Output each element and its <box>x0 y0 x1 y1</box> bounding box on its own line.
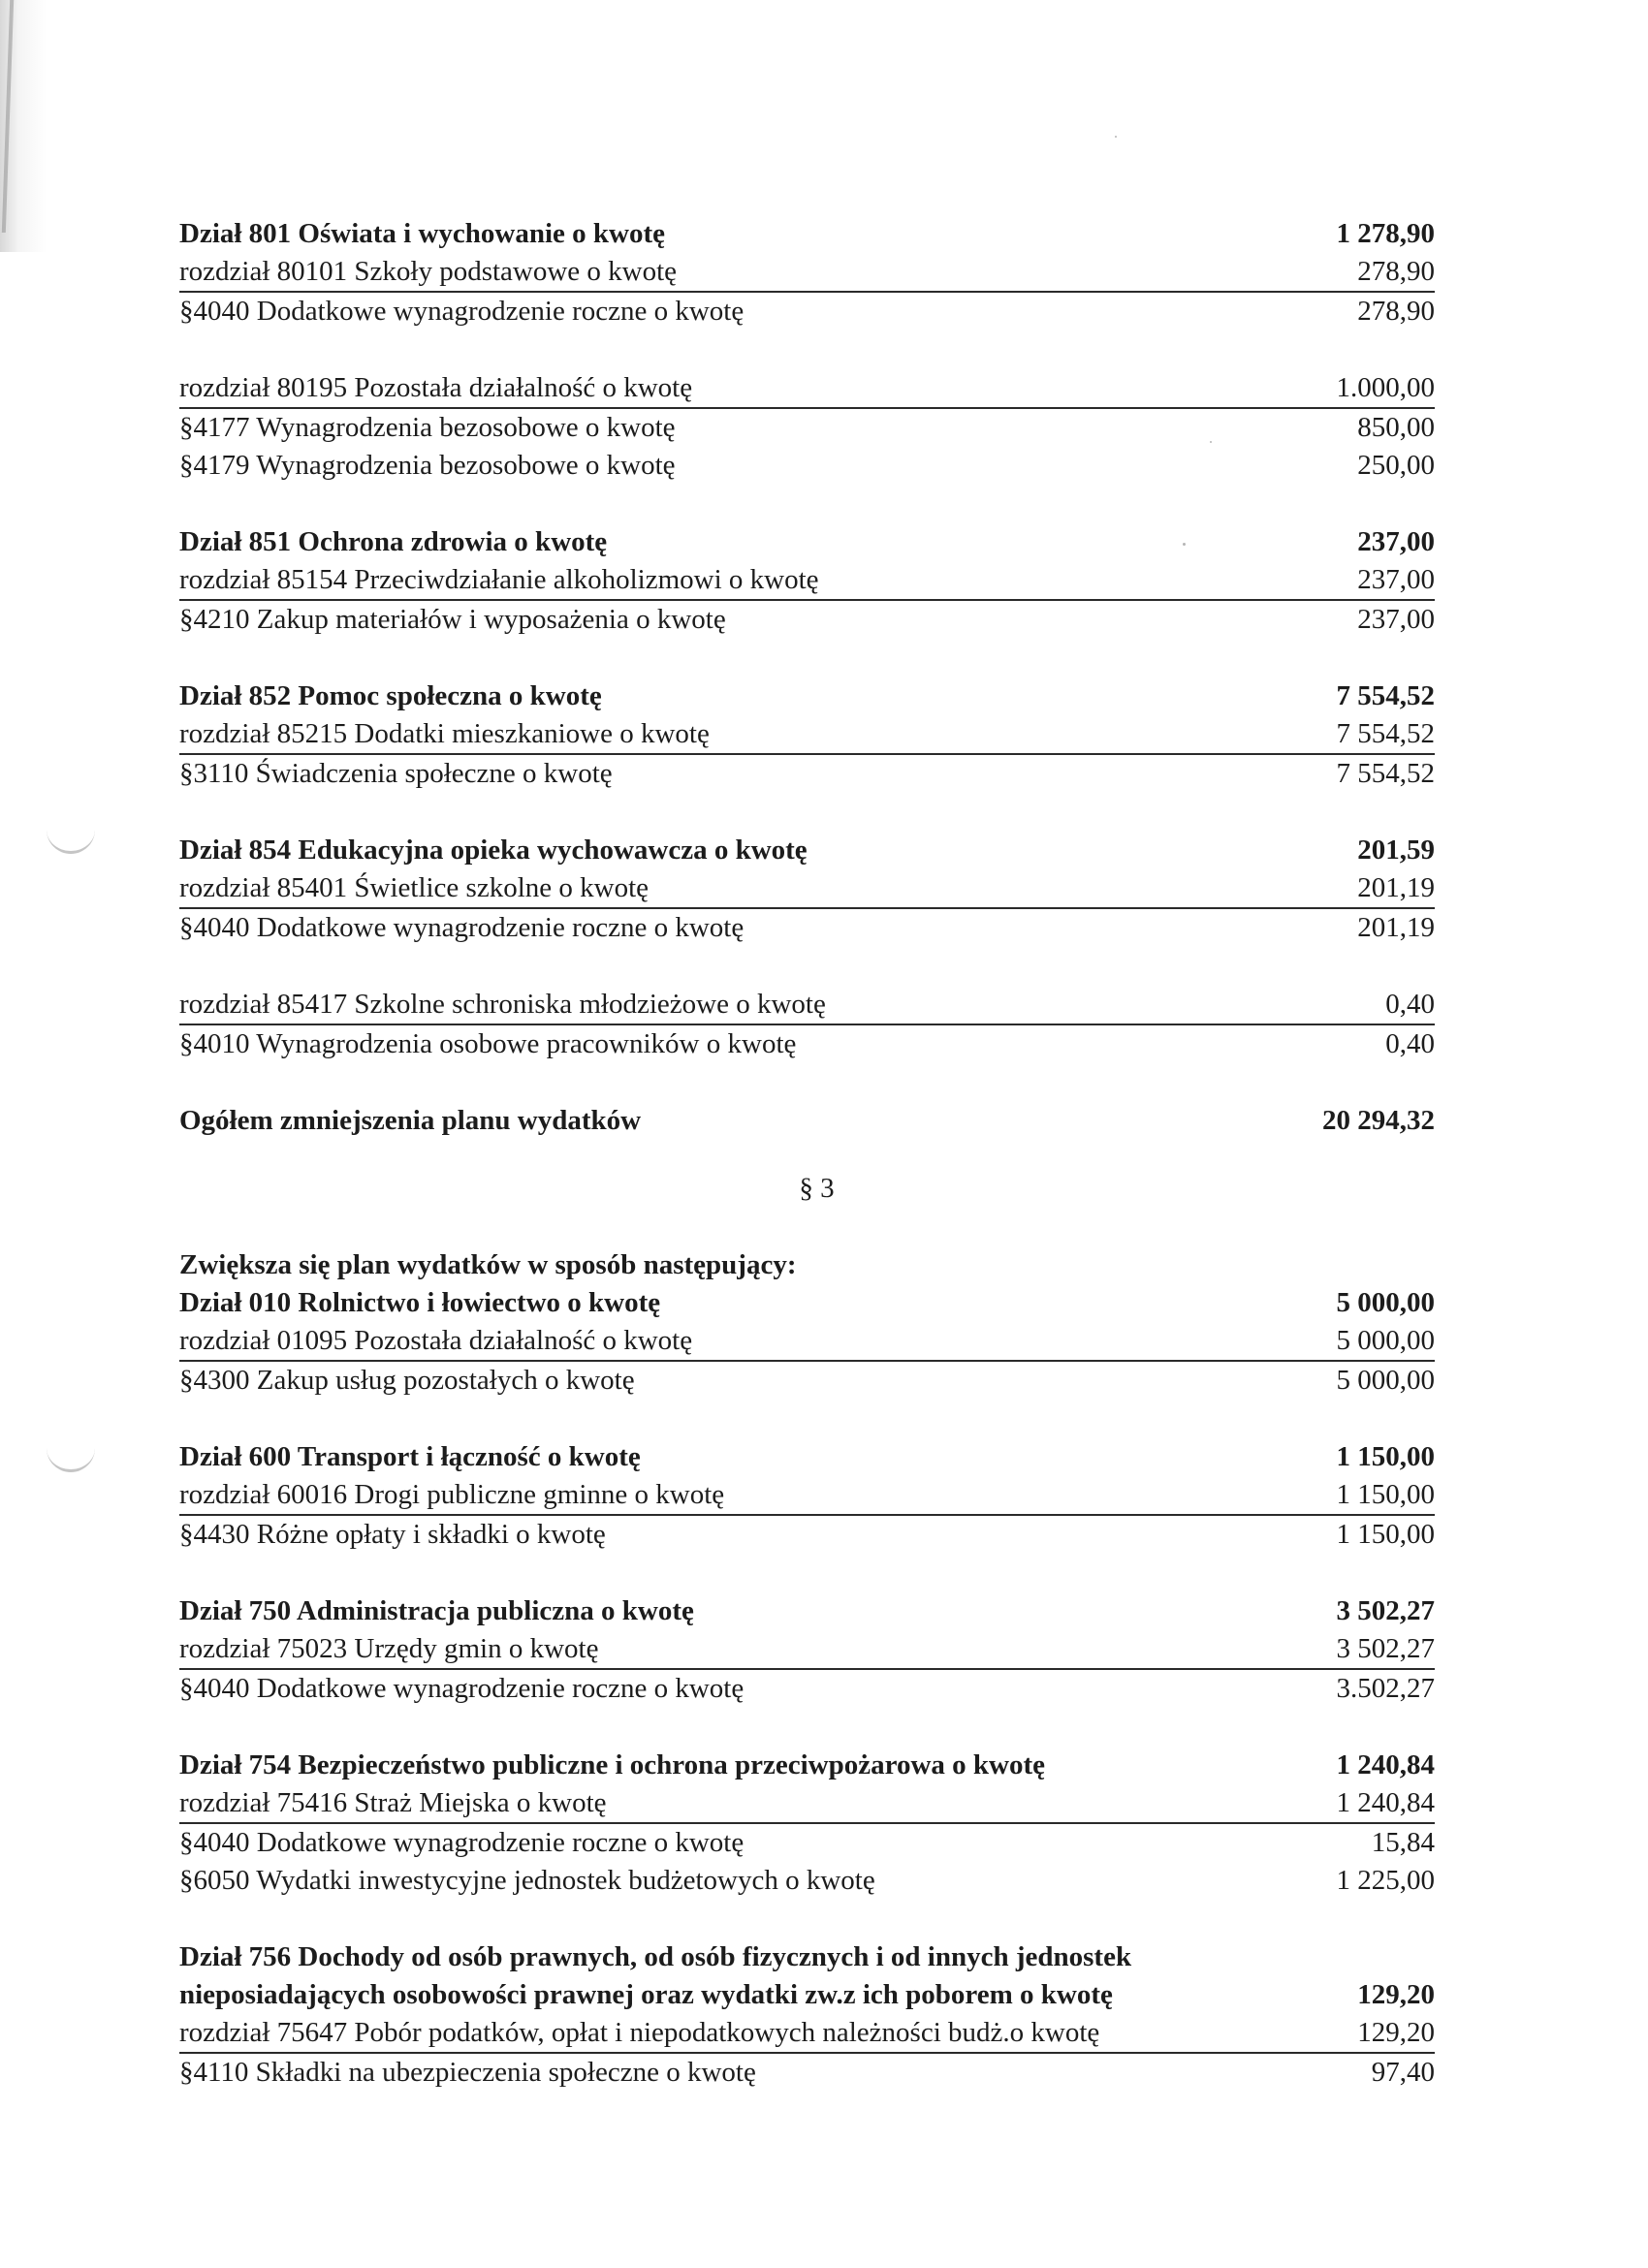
rozdzial-row-amount: 5 000,00 <box>1336 1325 1435 1356</box>
punch-hole-mark <box>47 830 95 854</box>
paragraf-row-amount: 0,40 <box>1385 1028 1435 1059</box>
rozdzial-row-label: rozdział 85215 Dodatki mieszkaniowe o kwotę <box>179 718 710 749</box>
punch-hole-mark <box>47 1448 95 1472</box>
rozdzial-row-amount: 7 554,52 <box>1336 718 1435 749</box>
dzial-row-amount: 237,00 <box>1357 526 1435 557</box>
rozdzial-row-label: rozdział 85401 Świetlice szkolne o kwotę <box>179 872 650 903</box>
rozdzial-row-amount: 201,19 <box>1357 872 1435 903</box>
rozdzial-row-amount: 129,20 <box>1357 2017 1435 2048</box>
paragraf-row-label: §4177 Wynagrodzenia bezosobowe o kwotę <box>179 412 676 443</box>
dzial-row-label: nieposiadających osobowości prawnej oraz wydatki zw.z ich poborem o kwotę <box>179 1979 1113 2010</box>
dzial-row-label: Dział 852 Pomoc społeczna o kwotę <box>179 680 602 711</box>
total-decreases-row-label: Ogółem zmniejszenia planu wydatków <box>179 1105 642 1136</box>
rozdzial-row <box>179 1322 1435 1362</box>
dzial-row-label: Dział 600 Transport i łączność o kwotę <box>179 1441 641 1472</box>
rozdzial-row-amount: 278,90 <box>1357 256 1435 287</box>
paragraf-row <box>179 1516 1435 1554</box>
rozdzial-row-amount: 237,00 <box>1357 564 1435 595</box>
paragraf-row-amount: 237,00 <box>1357 604 1435 635</box>
paragraf-row <box>179 1862 1435 1900</box>
dzial-row-amount: 129,20 <box>1357 1979 1435 2010</box>
rozdzial-row-label: rozdział 80101 Szkoły podstawowe o kwotę <box>179 256 678 287</box>
section-mark: § 3 <box>799 1173 835 1204</box>
paragraf-row-label: §4010 Wynagrodzenia osobowe pracowników o kwotę <box>179 1028 797 1059</box>
rozdzial-row-label: rozdział 75416 Straż Miejska o kwotę <box>179 1787 607 1818</box>
rozdzial-row-label: rozdział 85417 Szkolne schroniska młodzieżowe o kwotę <box>179 989 826 1020</box>
dzial-row-amount: 1 278,90 <box>1336 218 1435 249</box>
rozdzial-row <box>179 1476 1435 1516</box>
dzial-row <box>179 1592 1435 1630</box>
paragraf-row-label: §4040 Dodatkowe wynagrodzenie roczne o kwotę <box>179 912 745 943</box>
dzial-group <box>179 523 1435 639</box>
total-decreases-row-amount: 20 294,32 <box>1322 1105 1435 1136</box>
paragraf-row-amount: 250,00 <box>1357 450 1435 481</box>
paragraf-row-amount: 3.502,27 <box>1336 1673 1435 1704</box>
dzial-row <box>179 1438 1435 1476</box>
dzial-row-amount: 201,59 <box>1357 835 1435 866</box>
spacer <box>179 1708 1435 1747</box>
paragraf-row-amount: 97,40 <box>1371 2057 1435 2088</box>
paragraf-row-label: §4040 Dodatkowe wynagrodzenie roczne o kwotę <box>179 1673 745 1704</box>
rozdzial-row-label: rozdział 01095 Pozostała działalność o kwotę <box>179 1325 693 1356</box>
rozdzial-row <box>179 2014 1435 2054</box>
paragraf-row-label: §4300 Zakup usług pozostałych o kwotę <box>179 1365 635 1396</box>
dzial-row-amount: 1 150,00 <box>1336 1441 1435 1472</box>
paragraf-row-amount: 7 554,52 <box>1336 758 1435 789</box>
spacer <box>179 639 1435 677</box>
paragraf-row-label: §4179 Wynagrodzenia bezosobowe o kwotę <box>179 450 676 481</box>
dzial-row-label: Dział 750 Administracja publiczna o kwotę <box>179 1595 694 1626</box>
rozdzial-row-label: rozdział 75647 Pobór podatków, opłat i niepodatkowych należności budż.o kwotę <box>179 2017 1100 2048</box>
dzial-row-label: Dział 754 Bezpieczeństwo publiczne i ochrona przeciwpożarowa o kwotę <box>179 1749 1045 1780</box>
dzial-row <box>179 1747 1435 1784</box>
spacer <box>179 1554 1435 1592</box>
dzial-row-label: Dział 010 Rolnictwo i łowiectwo o kwotę <box>179 1287 661 1318</box>
dzial-group <box>179 1438 1435 1554</box>
rozdzial-row <box>179 869 1435 909</box>
dzial-row <box>179 1976 1435 2014</box>
paragraf-row-label: §4040 Dodatkowe wynagrodzenie roczne o kwotę <box>179 296 745 327</box>
paragraf-row <box>179 1824 1435 1862</box>
dzial-group <box>179 215 1435 485</box>
dzial-row-label: Dział 851 Ochrona zdrowia o kwotę <box>179 526 608 557</box>
paragraf-row <box>179 447 1435 485</box>
dzial-row <box>179 832 1435 869</box>
dzial-group <box>179 1747 1435 1900</box>
paragraf-row-label: §4430 Różne opłaty i składki o kwotę <box>179 1519 606 1550</box>
paragraf-row <box>179 293 1435 331</box>
rozdzial-row <box>179 986 1435 1025</box>
paragraf-row-label: §3110 Świadczenia społeczne o kwotę <box>179 758 613 789</box>
dzial-row-label: Dział 854 Edukacyjna opieka wychowawcza o kwotę <box>179 835 808 866</box>
rozdzial-row <box>179 715 1435 755</box>
paragraf-row-amount: 5 000,00 <box>1336 1365 1435 1396</box>
rozdzial-row-label: rozdział 85154 Przeciwdziałanie alkoholizmowi o kwotę <box>179 564 819 595</box>
spacer <box>179 331 1435 369</box>
paragraf-row-amount: 1 150,00 <box>1336 1519 1435 1550</box>
dzial-row-amount: 1 240,84 <box>1336 1749 1435 1780</box>
rozdzial-row <box>179 369 1435 409</box>
rozdzial-row-amount: 1 240,84 <box>1336 1787 1435 1818</box>
paragraf-row-label: §4040 Dodatkowe wynagrodzenie roczne o kwotę <box>179 1827 745 1858</box>
paragraf-row <box>179 601 1435 639</box>
increases-section <box>179 1246 1435 2092</box>
dzial-group <box>179 677 1435 793</box>
dzial-row-amount: 7 554,52 <box>1336 680 1435 711</box>
paragraf-row <box>179 409 1435 447</box>
dzial-group <box>179 832 1435 1063</box>
rozdzial-row-amount: 1.000,00 <box>1336 372 1435 403</box>
paragraf-row-amount: 15,84 <box>1371 1827 1435 1858</box>
dzial-row-label: Dział 801 Oświata i wychowanie o kwotę <box>179 218 666 249</box>
budget-document <box>179 215 1435 2092</box>
spacer <box>179 485 1435 523</box>
paragraf-row-amount: 201,19 <box>1357 912 1435 943</box>
dzial-group <box>179 1592 1435 1708</box>
spacer <box>179 947 1435 986</box>
paragraf-row <box>179 1670 1435 1708</box>
rozdzial-row <box>179 1630 1435 1670</box>
dzial-row-amount: 3 502,27 <box>1336 1595 1435 1626</box>
dzial-row <box>179 523 1435 561</box>
paragraf-row <box>179 909 1435 947</box>
rozdzial-row-amount: 1 150,00 <box>1336 1479 1435 1510</box>
paragraf-row-label: §6050 Wydatki inwestycyjne jednostek budżetowych o kwotę <box>179 1865 875 1896</box>
spacer <box>179 1400 1435 1438</box>
rozdzial-row-amount: 0,40 <box>1385 989 1435 1020</box>
paragraf-row-amount: 1 225,00 <box>1336 1865 1435 1896</box>
paragraf-row <box>179 2054 1435 2092</box>
rozdzial-row-label: rozdział 75023 Urzędy gmin o kwotę <box>179 1633 599 1664</box>
paragraf-row <box>179 1025 1435 1063</box>
scan-speck <box>1115 136 1117 138</box>
rozdzial-row-label: rozdział 60016 Drogi publiczne gminne o kwotę <box>179 1479 725 1510</box>
decreases-section <box>179 215 1435 1140</box>
paragraf-row-label: §4110 Składki na ubezpieczenia społeczne o kwotę <box>179 2057 756 2088</box>
paragraf-row <box>179 755 1435 793</box>
paragraf-row-amount: 278,90 <box>1357 296 1435 327</box>
rozdzial-row-label: rozdział 80195 Pozostała działalność o kwotę <box>179 372 693 403</box>
rozdzial-row <box>179 1784 1435 1824</box>
spacer <box>179 1063 1435 1102</box>
dzial-group <box>179 1938 1435 2092</box>
total-decreases-row <box>179 1102 1435 1140</box>
paragraf-row-amount: 850,00 <box>1357 412 1435 443</box>
dzial-title-line1: Dział 756 Dochody od osób prawnych, od osób fizycznych i od innych jednostek <box>179 1941 1132 1972</box>
dzial-row <box>179 1284 1435 1322</box>
spacer <box>179 1900 1435 1938</box>
dzial-row <box>179 215 1435 253</box>
rozdzial-row <box>179 561 1435 601</box>
dzial-row-amount: 5 000,00 <box>1336 1287 1435 1318</box>
dzial-group <box>179 1284 1435 1400</box>
paragraf-row <box>179 1362 1435 1400</box>
rozdzial-row-amount: 3 502,27 <box>1336 1633 1435 1664</box>
increases-heading: Zwiększa się plan wydatków w sposób następujący: <box>179 1249 797 1280</box>
dzial-row <box>179 677 1435 715</box>
rozdzial-row <box>179 253 1435 293</box>
spacer <box>179 793 1435 832</box>
paragraf-row-label: §4210 Zakup materiałów i wyposażenia o kwotę <box>179 604 726 635</box>
